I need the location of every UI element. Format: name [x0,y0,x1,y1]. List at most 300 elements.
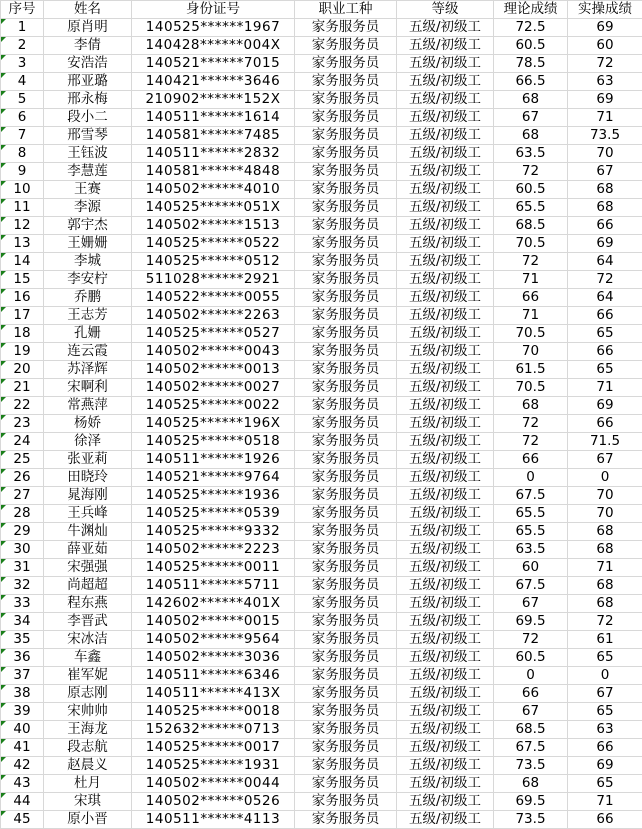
cell-practical-score[interactable]: 68 [568,199,642,217]
cell-index[interactable]: 41 [1,739,44,757]
cell-level[interactable]: 五级/初级工 [397,181,494,199]
cell-index[interactable]: 9 [1,163,44,181]
cell-level[interactable]: 五级/初级工 [397,793,494,811]
cell-job-type[interactable]: 家务服务员 [295,613,397,631]
cell-theory-score[interactable]: 72 [494,433,568,451]
cell-name[interactable]: 段志航 [44,739,132,757]
cell-name[interactable]: 原肖明 [44,19,132,37]
cell-index[interactable]: 40 [1,721,44,739]
cell-name[interactable]: 原志刚 [44,685,132,703]
cell-level[interactable]: 五级/初级工 [397,667,494,685]
cell-theory-score[interactable]: 70.5 [494,235,568,253]
cell-id-number[interactable]: 140521******7015 [132,55,295,73]
cell-practical-score[interactable]: 65 [568,361,642,379]
cell-id-number[interactable]: 140502******0027 [132,379,295,397]
cell-theory-score[interactable]: 67.5 [494,577,568,595]
cell-index[interactable]: 19 [1,343,44,361]
cell-index[interactable]: 42 [1,757,44,775]
cell-job-type[interactable]: 家务服务员 [295,667,397,685]
cell-job-type[interactable]: 家务服务员 [295,757,397,775]
cell-level[interactable]: 五级/初级工 [397,19,494,37]
cell-theory-score[interactable]: 66.5 [494,73,568,91]
cell-practical-score[interactable]: 70 [568,505,642,523]
cell-index[interactable]: 27 [1,487,44,505]
cell-index[interactable]: 39 [1,703,44,721]
header-cell-theory-score[interactable]: 理论成绩 [494,1,568,19]
cell-index[interactable]: 17 [1,307,44,325]
cell-theory-score[interactable]: 71 [494,271,568,289]
cell-name[interactable]: 杨娇 [44,415,132,433]
cell-name[interactable]: 晁海刚 [44,487,132,505]
cell-id-number[interactable]: 140502******1513 [132,217,295,235]
cell-level[interactable]: 五级/初级工 [397,91,494,109]
cell-level[interactable]: 五级/初级工 [397,613,494,631]
cell-level[interactable]: 五级/初级工 [397,55,494,73]
cell-name[interactable]: 田晓玲 [44,469,132,487]
cell-theory-score[interactable]: 70.5 [494,379,568,397]
cell-name[interactable]: 宋琪 [44,793,132,811]
cell-level[interactable]: 五级/初级工 [397,307,494,325]
cell-index[interactable]: 30 [1,541,44,559]
cell-level[interactable]: 五级/初级工 [397,739,494,757]
cell-level[interactable]: 五级/初级工 [397,577,494,595]
cell-index[interactable]: 18 [1,325,44,343]
cell-practical-score[interactable]: 66 [568,307,642,325]
cell-index[interactable]: 3 [1,55,44,73]
cell-id-number[interactable]: 140581******4848 [132,163,295,181]
cell-practical-score[interactable]: 72 [568,271,642,289]
cell-id-number[interactable]: 140521******9764 [132,469,295,487]
cell-practical-score[interactable]: 65 [568,649,642,667]
cell-theory-score[interactable]: 67 [494,595,568,613]
cell-practical-score[interactable]: 67 [568,451,642,469]
cell-index[interactable]: 43 [1,775,44,793]
cell-id-number[interactable]: 140525******1931 [132,757,295,775]
cell-job-type[interactable]: 家务服务员 [295,127,397,145]
cell-id-number[interactable]: 140511******1614 [132,109,295,127]
cell-practical-score[interactable]: 66 [568,811,642,829]
header-cell-name[interactable]: 姓名 [44,1,132,19]
cell-id-number[interactable]: 140502******2263 [132,307,295,325]
cell-id-number[interactable]: 140525******0539 [132,505,295,523]
cell-level[interactable]: 五级/初级工 [397,37,494,55]
cell-theory-score[interactable]: 72 [494,631,568,649]
cell-practical-score[interactable]: 71 [568,379,642,397]
cell-level[interactable]: 五级/初级工 [397,757,494,775]
cell-theory-score[interactable]: 60.5 [494,649,568,667]
cell-id-number[interactable]: 140525******1936 [132,487,295,505]
cell-practical-score[interactable]: 67 [568,685,642,703]
cell-theory-score[interactable]: 0 [494,667,568,685]
cell-practical-score[interactable]: 65 [568,325,642,343]
cell-theory-score[interactable]: 72 [494,163,568,181]
cell-name[interactable]: 尚超超 [44,577,132,595]
cell-name[interactable]: 苏泽辉 [44,361,132,379]
cell-theory-score[interactable]: 66 [494,685,568,703]
cell-id-number[interactable]: 140502******2223 [132,541,295,559]
cell-id-number[interactable]: 140525******0018 [132,703,295,721]
cell-index[interactable]: 4 [1,73,44,91]
cell-job-type[interactable]: 家务服务员 [295,253,397,271]
cell-id-number[interactable]: 140511******5711 [132,577,295,595]
cell-job-type[interactable]: 家务服务员 [295,271,397,289]
cell-job-type[interactable]: 家务服务员 [295,181,397,199]
cell-level[interactable]: 五级/初级工 [397,505,494,523]
cell-practical-score[interactable]: 72 [568,613,642,631]
cell-id-number[interactable]: 140581******7485 [132,127,295,145]
cell-id-number[interactable]: 140502******9564 [132,631,295,649]
cell-theory-score[interactable]: 66 [494,451,568,469]
cell-index[interactable]: 22 [1,397,44,415]
cell-id-number[interactable]: 142602******401X [132,595,295,613]
cell-theory-score[interactable]: 60.5 [494,181,568,199]
cell-level[interactable]: 五级/初级工 [397,703,494,721]
cell-level[interactable]: 五级/初级工 [397,685,494,703]
cell-level[interactable]: 五级/初级工 [397,379,494,397]
cell-job-type[interactable]: 家务服务员 [295,379,397,397]
cell-index[interactable]: 36 [1,649,44,667]
cell-name[interactable]: 徐泽 [44,433,132,451]
cell-name[interactable]: 牛渊灿 [44,523,132,541]
cell-practical-score[interactable]: 68 [568,181,642,199]
cell-index[interactable]: 28 [1,505,44,523]
cell-index[interactable]: 2 [1,37,44,55]
cell-theory-score[interactable]: 67 [494,109,568,127]
header-cell-id-number[interactable]: 身份证号 [132,1,295,19]
cell-index[interactable]: 45 [1,811,44,829]
cell-practical-score[interactable]: 69 [568,235,642,253]
cell-job-type[interactable]: 家务服务员 [295,523,397,541]
cell-practical-score[interactable]: 68 [568,523,642,541]
cell-practical-score[interactable]: 65 [568,703,642,721]
cell-job-type[interactable]: 家务服务员 [295,433,397,451]
cell-level[interactable]: 五级/初级工 [397,523,494,541]
cell-level[interactable]: 五级/初级工 [397,217,494,235]
cell-name[interactable]: 宋啊利 [44,379,132,397]
cell-id-number[interactable]: 140421******3646 [132,73,295,91]
cell-id-number[interactable]: 511028******2921 [132,271,295,289]
cell-level[interactable]: 五级/初级工 [397,235,494,253]
cell-index[interactable]: 8 [1,145,44,163]
cell-index[interactable]: 37 [1,667,44,685]
cell-practical-score[interactable]: 66 [568,343,642,361]
cell-job-type[interactable]: 家务服务员 [295,343,397,361]
cell-level[interactable]: 五级/初级工 [397,721,494,739]
header-cell-practical-score[interactable]: 实操成绩 [568,1,642,19]
cell-name[interactable]: 安浩浩 [44,55,132,73]
cell-job-type[interactable]: 家务服务员 [295,595,397,613]
cell-practical-score[interactable]: 69 [568,397,642,415]
cell-level[interactable]: 五级/初级工 [397,145,494,163]
cell-name[interactable]: 郭宇杰 [44,217,132,235]
cell-theory-score[interactable]: 65.5 [494,505,568,523]
cell-practical-score[interactable]: 66 [568,415,642,433]
cell-job-type[interactable]: 家务服务员 [295,685,397,703]
cell-level[interactable]: 五级/初级工 [397,325,494,343]
cell-level[interactable]: 五级/初级工 [397,73,494,91]
cell-job-type[interactable]: 家务服务员 [295,739,397,757]
cell-job-type[interactable]: 家务服务员 [295,559,397,577]
cell-index[interactable]: 26 [1,469,44,487]
cell-id-number[interactable]: 140511******1926 [132,451,295,469]
cell-job-type[interactable]: 家务服务员 [295,307,397,325]
cell-id-number[interactable]: 140502******0044 [132,775,295,793]
cell-index[interactable]: 31 [1,559,44,577]
cell-name[interactable]: 王钰波 [44,145,132,163]
cell-level[interactable]: 五级/初级工 [397,559,494,577]
cell-job-type[interactable]: 家务服务员 [295,451,397,469]
cell-practical-score[interactable]: 66 [568,217,642,235]
cell-name[interactable]: 王志芳 [44,307,132,325]
cell-practical-score[interactable]: 61 [568,631,642,649]
cell-name[interactable]: 李城 [44,253,132,271]
cell-level[interactable]: 五级/初级工 [397,127,494,145]
cell-practical-score[interactable]: 69 [568,91,642,109]
cell-id-number[interactable]: 140511******4113 [132,811,295,829]
cell-theory-score[interactable]: 72 [494,415,568,433]
cell-job-type[interactable]: 家务服务员 [295,397,397,415]
cell-index[interactable]: 29 [1,523,44,541]
cell-level[interactable]: 五级/初级工 [397,451,494,469]
cell-practical-score[interactable]: 63 [568,721,642,739]
cell-theory-score[interactable]: 70 [494,343,568,361]
cell-theory-score[interactable]: 0 [494,469,568,487]
cell-level[interactable]: 五级/初级工 [397,163,494,181]
cell-theory-score[interactable]: 66 [494,289,568,307]
cell-id-number[interactable]: 152632******0713 [132,721,295,739]
cell-id-number[interactable]: 140525******1967 [132,19,295,37]
cell-level[interactable]: 五级/初级工 [397,271,494,289]
cell-index[interactable]: 44 [1,793,44,811]
cell-index[interactable]: 10 [1,181,44,199]
cell-job-type[interactable]: 家务服务员 [295,37,397,55]
cell-practical-score[interactable]: 68 [568,595,642,613]
cell-job-type[interactable]: 家务服务员 [295,703,397,721]
cell-index[interactable]: 38 [1,685,44,703]
cell-index[interactable]: 14 [1,253,44,271]
cell-practical-score[interactable]: 71.5 [568,433,642,451]
cell-practical-score[interactable]: 0 [568,469,642,487]
cell-theory-score[interactable]: 68 [494,127,568,145]
cell-job-type[interactable]: 家务服务员 [295,55,397,73]
cell-name[interactable]: 崔军妮 [44,667,132,685]
cell-index[interactable]: 13 [1,235,44,253]
cell-id-number[interactable]: 140525******0017 [132,739,295,757]
cell-theory-score[interactable]: 68 [494,91,568,109]
cell-name[interactable]: 宋强强 [44,559,132,577]
cell-id-number[interactable]: 140525******0518 [132,433,295,451]
cell-practical-score[interactable]: 73.5 [568,127,642,145]
cell-id-number[interactable]: 140525******0527 [132,325,295,343]
cell-name[interactable]: 程东燕 [44,595,132,613]
cell-theory-score[interactable]: 65.5 [494,523,568,541]
cell-practical-score[interactable]: 71 [568,559,642,577]
cell-id-number[interactable]: 140525******051X [132,199,295,217]
cell-level[interactable]: 五级/初级工 [397,595,494,613]
cell-index[interactable]: 24 [1,433,44,451]
cell-practical-score[interactable]: 64 [568,289,642,307]
cell-practical-score[interactable]: 68 [568,541,642,559]
cell-job-type[interactable]: 家务服务员 [295,73,397,91]
cell-job-type[interactable]: 家务服务员 [295,91,397,109]
header-cell-index[interactable]: 序号 [1,1,44,19]
cell-name[interactable]: 连云霞 [44,343,132,361]
cell-index[interactable]: 20 [1,361,44,379]
cell-job-type[interactable]: 家务服务员 [295,361,397,379]
cell-job-type[interactable]: 家务服务员 [295,163,397,181]
cell-index[interactable]: 35 [1,631,44,649]
cell-id-number[interactable]: 210902******152X [132,91,295,109]
cell-job-type[interactable]: 家务服务员 [295,631,397,649]
cell-theory-score[interactable]: 68 [494,397,568,415]
cell-theory-score[interactable]: 68 [494,775,568,793]
cell-id-number[interactable]: 140522******0055 [132,289,295,307]
cell-theory-score[interactable]: 72 [494,253,568,271]
cell-job-type[interactable]: 家务服务员 [295,541,397,559]
cell-name[interactable]: 邢亚璐 [44,73,132,91]
cell-job-type[interactable]: 家务服务员 [295,199,397,217]
cell-theory-score[interactable]: 68.5 [494,217,568,235]
cell-name[interactable]: 孔姗 [44,325,132,343]
cell-theory-score[interactable]: 61.5 [494,361,568,379]
cell-name[interactable]: 原小晋 [44,811,132,829]
cell-id-number[interactable]: 140511******413X [132,685,295,703]
cell-level[interactable]: 五级/初级工 [397,289,494,307]
cell-theory-score[interactable]: 78.5 [494,55,568,73]
cell-job-type[interactable]: 家务服务员 [295,217,397,235]
cell-name[interactable]: 车鑫 [44,649,132,667]
cell-job-type[interactable]: 家务服务员 [295,577,397,595]
cell-theory-score[interactable]: 68.5 [494,721,568,739]
cell-index[interactable]: 16 [1,289,44,307]
cell-index[interactable]: 33 [1,595,44,613]
cell-theory-score[interactable]: 69.5 [494,793,568,811]
cell-index[interactable]: 21 [1,379,44,397]
cell-name[interactable]: 王姗姗 [44,235,132,253]
cell-theory-score[interactable]: 73.5 [494,811,568,829]
cell-job-type[interactable]: 家务服务员 [295,505,397,523]
cell-id-number[interactable]: 140525******196X [132,415,295,433]
cell-index[interactable]: 32 [1,577,44,595]
cell-level[interactable]: 五级/初级工 [397,541,494,559]
cell-job-type[interactable]: 家务服务员 [295,469,397,487]
cell-index[interactable]: 34 [1,613,44,631]
cell-theory-score[interactable]: 60 [494,559,568,577]
cell-name[interactable]: 乔鹏 [44,289,132,307]
cell-name[interactable]: 赵晨义 [44,757,132,775]
cell-job-type[interactable]: 家务服务员 [295,487,397,505]
header-cell-level[interactable]: 等级 [397,1,494,19]
cell-practical-score[interactable]: 67 [568,163,642,181]
cell-name[interactable]: 王兵峰 [44,505,132,523]
cell-index[interactable]: 7 [1,127,44,145]
cell-id-number[interactable]: 140502******4010 [132,181,295,199]
cell-name[interactable]: 王赛 [44,181,132,199]
cell-level[interactable]: 五级/初级工 [397,199,494,217]
cell-practical-score[interactable]: 71 [568,793,642,811]
cell-practical-score[interactable]: 68 [568,577,642,595]
cell-name[interactable]: 李源 [44,199,132,217]
cell-id-number[interactable]: 140502******0015 [132,613,295,631]
cell-practical-score[interactable]: 70 [568,487,642,505]
cell-level[interactable]: 五级/初级工 [397,433,494,451]
cell-practical-score[interactable]: 63 [568,73,642,91]
cell-id-number[interactable]: 140502******0526 [132,793,295,811]
cell-id-number[interactable]: 140502******0013 [132,361,295,379]
cell-name[interactable]: 王海龙 [44,721,132,739]
cell-theory-score[interactable]: 67.5 [494,739,568,757]
cell-name[interactable]: 李倩 [44,37,132,55]
cell-job-type[interactable]: 家务服务员 [295,721,397,739]
cell-name[interactable]: 宋帅帅 [44,703,132,721]
cell-index[interactable]: 15 [1,271,44,289]
cell-job-type[interactable]: 家务服务员 [295,109,397,127]
cell-id-number[interactable]: 140502******3036 [132,649,295,667]
cell-level[interactable]: 五级/初级工 [397,397,494,415]
cell-theory-score[interactable]: 67 [494,703,568,721]
cell-name[interactable]: 邢永梅 [44,91,132,109]
cell-practical-score[interactable]: 65 [568,775,642,793]
cell-practical-score[interactable]: 69 [568,757,642,775]
cell-name[interactable]: 李慧莲 [44,163,132,181]
cell-job-type[interactable]: 家务服务员 [295,811,397,829]
cell-theory-score[interactable]: 63.5 [494,145,568,163]
cell-level[interactable]: 五级/初级工 [397,253,494,271]
cell-id-number[interactable]: 140428******004X [132,37,295,55]
cell-level[interactable]: 五级/初级工 [397,487,494,505]
cell-job-type[interactable]: 家务服务员 [295,415,397,433]
cell-level[interactable]: 五级/初级工 [397,109,494,127]
header-cell-job-type[interactable]: 职业工种 [295,1,397,19]
cell-id-number[interactable]: 140525******0022 [132,397,295,415]
cell-theory-score[interactable]: 63.5 [494,541,568,559]
cell-theory-score[interactable]: 69.5 [494,613,568,631]
cell-theory-score[interactable]: 73.5 [494,757,568,775]
cell-practical-score[interactable]: 72 [568,55,642,73]
cell-name[interactable]: 李安柠 [44,271,132,289]
cell-index[interactable]: 12 [1,217,44,235]
cell-level[interactable]: 五级/初级工 [397,649,494,667]
cell-theory-score[interactable]: 71 [494,307,568,325]
cell-index[interactable]: 25 [1,451,44,469]
cell-id-number[interactable]: 140525******9332 [132,523,295,541]
cell-job-type[interactable]: 家务服务员 [295,145,397,163]
cell-id-number[interactable]: 140525******0011 [132,559,295,577]
cell-index[interactable]: 11 [1,199,44,217]
cell-name[interactable]: 杜月 [44,775,132,793]
cell-level[interactable]: 五级/初级工 [397,775,494,793]
cell-theory-score[interactable]: 67.5 [494,487,568,505]
cell-practical-score[interactable]: 69 [568,19,642,37]
cell-practical-score[interactable]: 71 [568,109,642,127]
cell-practical-score[interactable]: 70 [568,145,642,163]
cell-practical-score[interactable]: 60 [568,37,642,55]
cell-index[interactable]: 5 [1,91,44,109]
cell-id-number[interactable]: 140511******2832 [132,145,295,163]
cell-job-type[interactable]: 家务服务员 [295,235,397,253]
cell-id-number[interactable]: 140511******6346 [132,667,295,685]
cell-practical-score[interactable]: 64 [568,253,642,271]
cell-level[interactable]: 五级/初级工 [397,361,494,379]
cell-level[interactable]: 五级/初级工 [397,469,494,487]
cell-index[interactable]: 23 [1,415,44,433]
cell-name[interactable]: 薛亚茹 [44,541,132,559]
cell-level[interactable]: 五级/初级工 [397,811,494,829]
cell-name[interactable]: 常燕萍 [44,397,132,415]
cell-id-number[interactable]: 140525******0522 [132,235,295,253]
cell-name[interactable]: 宋冰洁 [44,631,132,649]
cell-job-type[interactable]: 家务服务员 [295,19,397,37]
